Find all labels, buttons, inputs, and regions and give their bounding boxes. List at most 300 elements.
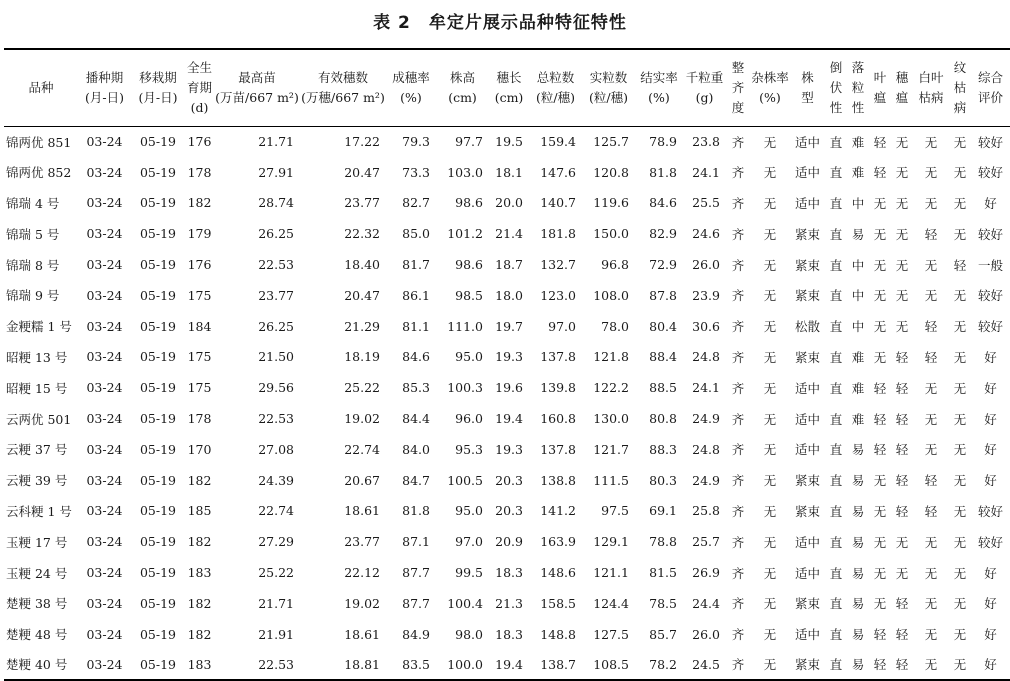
table-row: [4, 218, 1010, 249]
table-cell: 无: [953, 195, 967, 211]
table-cell: 22.53: [214, 650, 300, 681]
table-cell: 无: [763, 442, 777, 458]
table-cell: 78.2: [635, 650, 683, 681]
table-cell: 易: [851, 534, 865, 550]
table-cell: 101.2: [447, 226, 483, 242]
table-cell: 85.0: [402, 226, 430, 242]
table-cell: 26.0: [692, 257, 720, 273]
table-cell: 无: [953, 627, 967, 643]
table-cell: 无: [763, 411, 777, 427]
variety-name-cell: 云粳 37 号: [6, 442, 68, 458]
table-cell: 直: [829, 627, 843, 643]
table-cell: 无: [750, 650, 790, 681]
table-cell: 紧束: [794, 349, 820, 365]
table-cell: 18.3: [495, 565, 523, 581]
table-cell: 无: [895, 134, 909, 150]
table-cell: 无: [873, 473, 887, 489]
table-cell: 28.74: [258, 195, 294, 211]
table-cell: 易: [851, 627, 865, 643]
table-cell: 无: [953, 319, 967, 335]
table-cell: 轻: [895, 411, 909, 427]
table-cell: 103.0: [447, 164, 483, 180]
table-cell: 05-19: [139, 164, 177, 180]
table-cell: 182: [187, 534, 212, 550]
table-cell: 81.7: [402, 257, 430, 273]
table-cell: 18.81: [300, 650, 386, 681]
table-cell: 好: [984, 596, 997, 612]
table-cell: 05-19: [139, 626, 177, 642]
table-cell: 25.5: [692, 195, 720, 211]
table-cell: 无: [895, 288, 909, 304]
table-cell: 好: [984, 627, 997, 643]
column-header: 成穗率 (%): [386, 49, 436, 126]
table-cell: 121.1: [593, 565, 629, 581]
table-cell: 73.3: [402, 164, 430, 180]
table-cell: 适中: [794, 380, 820, 396]
table-cell: 03-24: [86, 595, 123, 611]
table-title: 表 2 牟定片展示品种特征特性: [373, 13, 627, 33]
table-cell: 03-24: [86, 164, 123, 180]
table-cell: 较好: [977, 134, 1003, 150]
table-cell: 中: [851, 195, 865, 211]
table-row: [4, 588, 1010, 619]
table-cell: 108.0: [593, 287, 629, 303]
table-cell: 轻: [873, 442, 887, 458]
table-cell: 适中: [794, 627, 820, 643]
table-cell: 99.5: [455, 565, 483, 581]
column-header: 倒 伏 性: [825, 49, 847, 126]
column-header: 株高 (cm): [436, 49, 489, 126]
table-cell: 27.08: [258, 441, 294, 457]
table-cell: 125.7: [593, 134, 629, 150]
table-cell: 无: [873, 257, 887, 273]
table-cell: 138.8: [540, 472, 576, 488]
table-cell: 轻: [873, 380, 887, 396]
table-cell: 78.0: [601, 318, 629, 334]
table-cell: 直: [829, 257, 843, 273]
table-cell: 185: [187, 503, 212, 519]
table-cell: 87.7: [402, 565, 430, 581]
table-cell: 轻: [953, 257, 967, 273]
table-cell: 直: [829, 473, 843, 489]
table-cell: 较好: [977, 534, 1003, 550]
table-cell: 97.0: [455, 534, 483, 550]
table-cell: 齐: [731, 473, 745, 489]
table-cell: 18.1: [495, 164, 523, 180]
table-cell: 24.9: [692, 411, 720, 427]
table-cell: 21.3: [495, 595, 523, 611]
table-cell: 24.4: [692, 595, 720, 611]
table-cell: 82.9: [649, 226, 677, 242]
table-cell: 79.3: [402, 134, 430, 150]
table-cell: 183: [185, 650, 214, 681]
table-cell: 轻: [924, 349, 938, 365]
table-cell: 108.5: [582, 650, 635, 681]
table-cell: 19.02: [344, 411, 380, 427]
table-cell: 23.77: [258, 287, 294, 303]
table-cell: 148.6: [540, 565, 576, 581]
table-cell: 紧束: [790, 650, 825, 681]
table-cell: 80.3: [649, 472, 677, 488]
table-row: [4, 157, 1010, 188]
table-cell: 119.6: [593, 195, 629, 211]
table-cell: 88.5: [649, 380, 677, 396]
table-cell: 直: [825, 650, 847, 681]
table-cell: 20.0: [495, 195, 523, 211]
table-cell: 03-24: [86, 380, 123, 396]
table-cell: 26.9: [692, 565, 720, 581]
table-cell: 05-19: [139, 287, 177, 303]
table-cell: 好: [984, 411, 997, 427]
variety-name-cell: 昭粳 15 号: [6, 380, 68, 396]
table-cell: 轻: [895, 596, 909, 612]
table-cell: 轻: [873, 627, 887, 643]
table-cell: 无: [763, 627, 777, 643]
table-cell: 易: [851, 473, 865, 489]
table-row: [4, 249, 1010, 280]
table-cell: 96.0: [455, 411, 483, 427]
table-cell: 齐: [731, 565, 745, 581]
table-cell: 95.0: [455, 503, 483, 519]
variety-name-cell: 云粳 39 号: [6, 473, 68, 489]
table-row: [4, 188, 1010, 219]
table-cell: 无: [953, 411, 967, 427]
column-header: 最高苗 (万苗/667 m²): [214, 49, 300, 126]
table-cell: 松散: [794, 319, 820, 335]
table-cell: 齐: [731, 134, 745, 150]
table-row: [4, 342, 1010, 373]
table-cell: 无: [953, 134, 967, 150]
table-cell: 易: [851, 226, 865, 242]
table-cell: 123.0: [540, 287, 576, 303]
table-cell: 03-24: [86, 349, 123, 365]
table-cell: 24.1: [692, 380, 720, 396]
table-cell: 齐: [731, 195, 745, 211]
table-cell: 无: [953, 534, 967, 550]
table-row: [4, 619, 1010, 650]
variety-name-cell: 锦两优 851: [6, 134, 72, 150]
table-cell: 150.0: [593, 226, 629, 242]
table-row: [4, 126, 1010, 157]
table-cell: 03-24: [86, 195, 123, 211]
table-cell: 22.53: [258, 411, 294, 427]
table-cell: 147.6: [540, 164, 576, 180]
table-cell: 81.5: [649, 565, 677, 581]
table-cell: 19.4: [489, 650, 529, 681]
table-cell: 98.6: [455, 257, 483, 273]
table-cell: 无: [895, 565, 909, 581]
table-cell: 难: [851, 134, 865, 150]
table-cell: 紧束: [794, 257, 820, 273]
table-cell: 30.6: [692, 318, 720, 334]
table-cell: 无: [924, 134, 938, 150]
table-row: [4, 650, 1010, 681]
table-cell: 无: [949, 650, 971, 681]
table-cell: 适中: [794, 195, 820, 211]
table-cell: 好: [984, 442, 997, 458]
column-header: 综合 评价: [971, 49, 1010, 126]
table-cell: 紧束: [794, 288, 820, 304]
table-cell: 适中: [794, 442, 820, 458]
table-cell: 03-24: [86, 287, 123, 303]
table-cell: 较好: [977, 503, 1003, 519]
table-cell: 81.1: [402, 318, 430, 334]
table-cell: 轻: [873, 134, 887, 150]
table-cell: 03-24: [86, 411, 123, 427]
table-cell: 无: [953, 473, 967, 489]
table-cell: 18.3: [495, 626, 523, 642]
table-cell: 88.3: [649, 441, 677, 457]
table-cell: 163.9: [540, 534, 576, 550]
variety-name-cell: 昭粳 13 号: [6, 349, 68, 365]
table-cell: 100.4: [447, 595, 483, 611]
table-cell: 难: [851, 349, 865, 365]
table-cell: 25.22: [344, 380, 380, 396]
table-cell: 23.77: [344, 534, 380, 550]
table-cell: 25.8: [692, 503, 720, 519]
table-cell: 25.22: [258, 565, 294, 581]
table-cell: 易: [851, 565, 865, 581]
table-cell: 19.3: [495, 349, 523, 365]
variety-name-cell: 玉粳 17 号: [6, 534, 68, 550]
table-cell: 27.91: [258, 164, 294, 180]
table-cell: 齐: [731, 319, 745, 335]
table-cell: 齐: [731, 596, 745, 612]
table-cell: 03-24: [86, 257, 123, 273]
table-cell: 84.7: [402, 472, 430, 488]
table-cell: 齐: [726, 650, 750, 681]
table-cell: 81.8: [649, 164, 677, 180]
column-header: 品种: [4, 49, 78, 126]
column-header: 千粒重 (g): [683, 49, 726, 126]
table-cell: 轻: [895, 627, 909, 643]
column-header: 全生 育期 (d): [185, 49, 214, 126]
table-cell: 05-19: [139, 349, 177, 365]
table-cell: 84.6: [402, 349, 430, 365]
table-row: [4, 280, 1010, 311]
table-cell: 易: [851, 503, 865, 519]
table-cell: 05-19: [139, 595, 177, 611]
table-cell: 97.0: [548, 318, 576, 334]
table-cell: 齐: [731, 165, 745, 181]
table-cell: 无: [763, 257, 777, 273]
table-cell: 87.1: [402, 534, 430, 550]
table-cell: 176: [187, 134, 212, 150]
column-header: 整 齐 度: [726, 49, 750, 126]
table-cell: 182: [187, 195, 212, 211]
table-cell: 轻: [895, 473, 909, 489]
table-cell: 齐: [731, 349, 745, 365]
table-cell: 无: [953, 596, 967, 612]
table-row: [4, 372, 1010, 403]
table-cell: 难: [851, 380, 865, 396]
table-cell: 中: [851, 319, 865, 335]
column-header: 穗 瘟: [891, 49, 913, 126]
table-cell: 05-19: [139, 503, 177, 519]
table-cell: 适中: [794, 565, 820, 581]
table-cell: 140.7: [540, 195, 576, 211]
table-cell: 无: [763, 534, 777, 550]
table-cell: 齐: [731, 226, 745, 242]
variety-name-cell: 锦瑞 5 号: [6, 226, 60, 242]
table-cell: 无: [924, 565, 938, 581]
table-cell: 24.6: [692, 226, 720, 242]
table-cell: 21.71: [258, 595, 294, 611]
table-cell: 23.9: [692, 287, 720, 303]
table-cell: 较好: [977, 165, 1003, 181]
table-cell: 18.61: [344, 626, 380, 642]
table-cell: 121.7: [593, 441, 629, 457]
table-cell: 132.7: [540, 257, 576, 273]
table-cell: 97.5: [601, 503, 629, 519]
table-cell: 轻: [869, 650, 891, 681]
variety-name-cell: 锦瑞 8 号: [6, 257, 60, 273]
table-cell: 直: [829, 288, 843, 304]
table-cell: 27.29: [258, 534, 294, 550]
table-cell: 95.0: [455, 349, 483, 365]
table-cell: 05-19: [139, 441, 177, 457]
table-cell: 20.3: [495, 503, 523, 519]
table-cell: 22.12: [344, 565, 380, 581]
table-cell: 127.5: [593, 626, 629, 642]
table-cell: 72.9: [649, 257, 677, 273]
table-cell: 03-24: [86, 441, 123, 457]
table-cell: 78.8: [649, 534, 677, 550]
table-cell: 20.67: [344, 472, 380, 488]
table-cell: 18.61: [344, 503, 380, 519]
table-cell: 03-24: [86, 134, 123, 150]
table-cell: 80.4: [649, 318, 677, 334]
table-cell: 18.7: [495, 257, 523, 273]
table-row: [4, 557, 1010, 588]
table-cell: 03-24: [78, 650, 131, 681]
table-cell: 无: [763, 134, 777, 150]
table-cell: 无: [895, 534, 909, 550]
variety-name-cell: 锦瑞 9 号: [6, 288, 60, 304]
table-cell: 好: [984, 349, 997, 365]
table-cell: 无: [873, 503, 887, 519]
table-cell: 直: [829, 380, 843, 396]
table-cell: 轻: [873, 411, 887, 427]
table-cell: 直: [829, 195, 843, 211]
table-cell: 无: [763, 596, 777, 612]
table-cell: 无: [763, 473, 777, 489]
table-cell: 05-19: [139, 565, 177, 581]
table-cell: 好: [984, 473, 997, 489]
table-cell: 紧束: [794, 473, 820, 489]
table-cell: 齐: [731, 380, 745, 396]
table-cell: 84.6: [649, 195, 677, 211]
table-cell: 175: [187, 287, 212, 303]
table-cell: 直: [829, 565, 843, 581]
table-cell: 21.71: [258, 134, 294, 150]
table-cell: 无: [953, 503, 967, 519]
table-cell: 139.8: [540, 380, 576, 396]
table-cell: 无: [953, 288, 967, 304]
table-cell: 05-19: [139, 380, 177, 396]
table-cell: 19.3: [495, 441, 523, 457]
table-cell: 20.47: [344, 287, 380, 303]
table-cell: 22.53: [258, 257, 294, 273]
table-cell: 19.5: [495, 134, 523, 150]
table-cell: 无: [924, 195, 938, 211]
table-cell: 29.56: [258, 380, 294, 396]
table-cell: 21.29: [344, 318, 380, 334]
table-cell: 100.5: [447, 472, 483, 488]
table-cell: 轻: [924, 226, 938, 242]
table-cell: 好: [984, 565, 997, 581]
table-cell: 03-24: [86, 472, 123, 488]
table-cell: 78.5: [649, 595, 677, 611]
table-cell: 95.3: [455, 441, 483, 457]
table-cell: 无: [763, 288, 777, 304]
table-cell: 中: [851, 288, 865, 304]
table-cell: 好: [984, 380, 997, 396]
table-cell: 齐: [731, 503, 745, 519]
table-cell: 轻: [873, 165, 887, 181]
column-header: 总粒数 (粒/穗): [529, 49, 582, 126]
table-cell: 100.3: [447, 380, 483, 396]
table-cell: 26.25: [258, 318, 294, 334]
table-cell: 无: [953, 380, 967, 396]
table-cell: 适中: [794, 165, 820, 181]
variety-traits-table: [4, 48, 1010, 681]
table-cell: 182: [187, 595, 212, 611]
variety-name-cell: 玉粳 24 号: [6, 565, 68, 581]
table-cell: 无: [763, 319, 777, 335]
table-cell: 无: [873, 349, 887, 365]
table-cell: 无: [763, 165, 777, 181]
table-cell: 124.4: [593, 595, 629, 611]
table-cell: 无: [763, 503, 777, 519]
table-cell: 178: [187, 411, 212, 427]
table-cell: 直: [829, 534, 843, 550]
table-cell: 24.9: [692, 472, 720, 488]
table-cell: 26.0: [692, 626, 720, 642]
column-header: 结实率 (%): [635, 49, 683, 126]
column-header: 纹 枯 病: [949, 49, 971, 126]
table-cell: 24.8: [692, 349, 720, 365]
table-cell: 82.7: [402, 195, 430, 211]
table-cell: 19.4: [495, 411, 523, 427]
table-cell: 无: [953, 442, 967, 458]
table-cell: 无: [895, 195, 909, 211]
table-cell: 05-19: [139, 472, 177, 488]
table-cell: 易: [851, 596, 865, 612]
table-cell: 无: [924, 380, 938, 396]
table-cell: 无: [873, 565, 887, 581]
table-cell: 无: [924, 596, 938, 612]
table-cell: 175: [187, 349, 212, 365]
table-cell: 无: [873, 226, 887, 242]
table-cell: 无: [924, 442, 938, 458]
table-cell: 无: [924, 165, 938, 181]
table-cell: 182: [187, 626, 212, 642]
variety-name-cell: 楚粳 48 号: [6, 627, 68, 643]
table-cell: 03-24: [86, 626, 123, 642]
column-header: 实粒数 (粒/穗): [582, 49, 635, 126]
table-row: [4, 465, 1010, 496]
table-cell: 无: [873, 288, 887, 304]
table-cell: 一般: [977, 257, 1003, 273]
table-cell: 97.7: [455, 134, 483, 150]
table-cell: 183: [187, 565, 212, 581]
table-cell: 137.8: [540, 441, 576, 457]
variety-name-cell: 云两优 501: [6, 411, 72, 427]
table-cell: 无: [953, 565, 967, 581]
table-cell: 齐: [731, 411, 745, 427]
table-cell: 170: [187, 441, 212, 457]
